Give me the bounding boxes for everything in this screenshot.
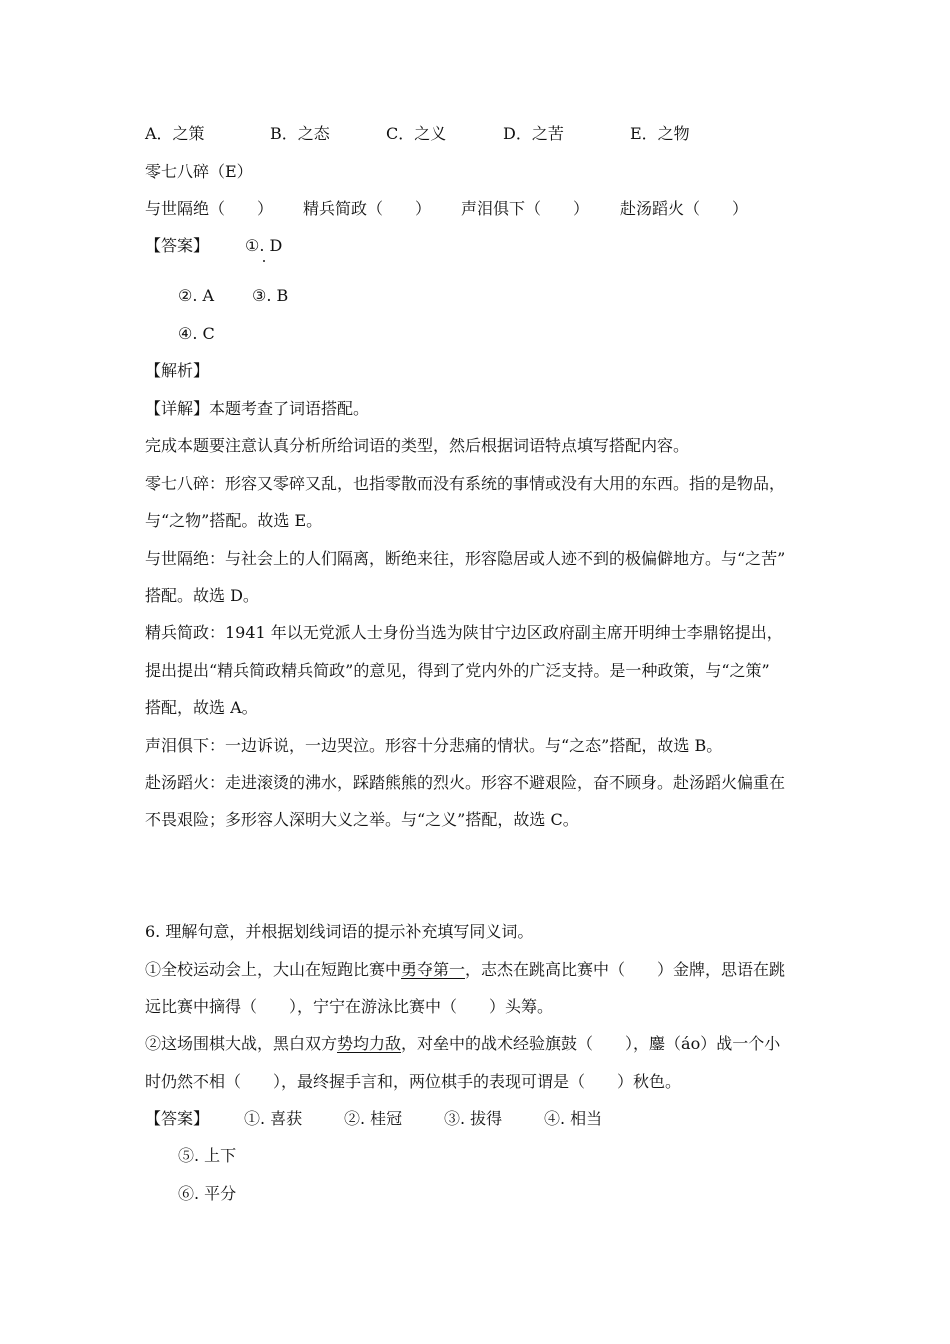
answer-3: ③. B	[252, 286, 289, 305]
analysis-line: 完成本题要注意认真分析所给词语的类型，然后根据词语特点填写搭配内容。	[145, 436, 690, 455]
q6-sentence-2a	[145, 1034, 780, 1054]
q6-s1a-post: ，志杰在跳高比赛中（ ）金牌，思语在跳	[465, 960, 786, 979]
q6-answer-4: ④. 相当	[544, 1109, 603, 1128]
analysis-line: 与世隔绝：与社会上的人们隔离，断绝来往，形容隐居或人迹不到的极偏僻地方。与“之苦”	[145, 549, 786, 568]
q6-s1a-pre: ①全校运动会上，大山在短跑比赛中	[145, 960, 402, 979]
option-e: E．之物	[630, 124, 690, 143]
option-c: C．之义	[386, 124, 447, 143]
blank-2: 精兵简政（ ）	[303, 199, 432, 218]
underlined-phrase: 势均力敌	[337, 1034, 402, 1053]
answer-1: ①. D	[245, 236, 283, 255]
q6-answer-6: ⑥. 平分	[178, 1184, 237, 1203]
answer-2: ②. A	[178, 286, 215, 305]
q6-sentence-1b: 远比赛中摘得（ ），宁宁在游泳比赛中（ ）头筹。	[145, 997, 554, 1016]
blank-3: 声泪俱下（ ）	[461, 199, 590, 218]
analysis-line: 零七八碎：形容又零碎又乱，也指零散而没有系统的事情或没有大用的东西。指的是物品，	[145, 474, 786, 493]
blank-1: 与世隔绝（ ）	[145, 199, 274, 218]
analysis-line: 【详解】本题考查了词语搭配。	[145, 399, 370, 418]
analysis-line: 赴汤蹈火：走进滚烫的沸水，踩踏熊熊的烈火。形容不避艰险，奋不顾身。赴汤蹈火偏重在	[145, 773, 786, 792]
q6-s2a-post: ，对垒中的战术经验旗鼓（ ），鏖（áo）战一个小	[401, 1034, 781, 1053]
q6-answer-2: ②. 桂冠	[344, 1109, 403, 1128]
analysis-line: 声泪俱下：一边诉说，一边哭泣。形容十分悲痛的情状。与“之态”搭配，故选 B。	[145, 736, 723, 755]
q6-answer-1: ①. 喜获	[244, 1109, 303, 1128]
analysis-label: 【解析】	[145, 361, 210, 380]
q6-sentence-2b: 时仍然不相（ ），最终握手言和，两位棋手的表现可谓是（ ）秋色。	[145, 1072, 682, 1091]
option-a: A．之策	[145, 124, 205, 143]
stray-dot	[263, 260, 265, 262]
q6-answer-3: ③. 拔得	[444, 1109, 503, 1128]
example-line: 零七八碎（E）	[145, 162, 253, 181]
analysis-line: 提出提出“精兵简政精兵简政”的意见，得到了党内外的广泛支持。是一种政策，与“之策”	[145, 661, 770, 680]
underlined-phrase: 勇夺第一	[401, 960, 466, 979]
q6-sentence-1a	[145, 960, 785, 980]
question-6-title: 6. 理解句意，并根据划线词语的提示补充填写同义词。	[145, 922, 534, 941]
q6-answer-label: 【答案】	[145, 1109, 210, 1128]
analysis-line: 与“之物”搭配。故选 E。	[145, 511, 323, 530]
answer-4: ④. C	[178, 324, 215, 343]
blank-4: 赴汤蹈火（ ）	[620, 199, 749, 218]
q6-answer-5: ⑤. 上下	[178, 1146, 237, 1165]
analysis-line: 搭配，故选 A。	[145, 698, 258, 717]
option-b: B．之态	[270, 124, 330, 143]
analysis-line: 精兵简政：1941 年以无党派人士身份当选为陕甘宁边区政府副主席开明绅士李鼎铭提出，	[145, 623, 783, 642]
q6-s2a-pre: ②这场围棋大战，黑白双方	[145, 1034, 338, 1053]
analysis-line: 不畏艰险；多形容人深明大义之举。与“之义”搭配，故选 C。	[145, 810, 579, 829]
option-d: D．之苦	[503, 124, 564, 143]
analysis-line: 搭配。故选 D。	[145, 586, 259, 605]
answer-label: 【答案】	[145, 236, 210, 255]
